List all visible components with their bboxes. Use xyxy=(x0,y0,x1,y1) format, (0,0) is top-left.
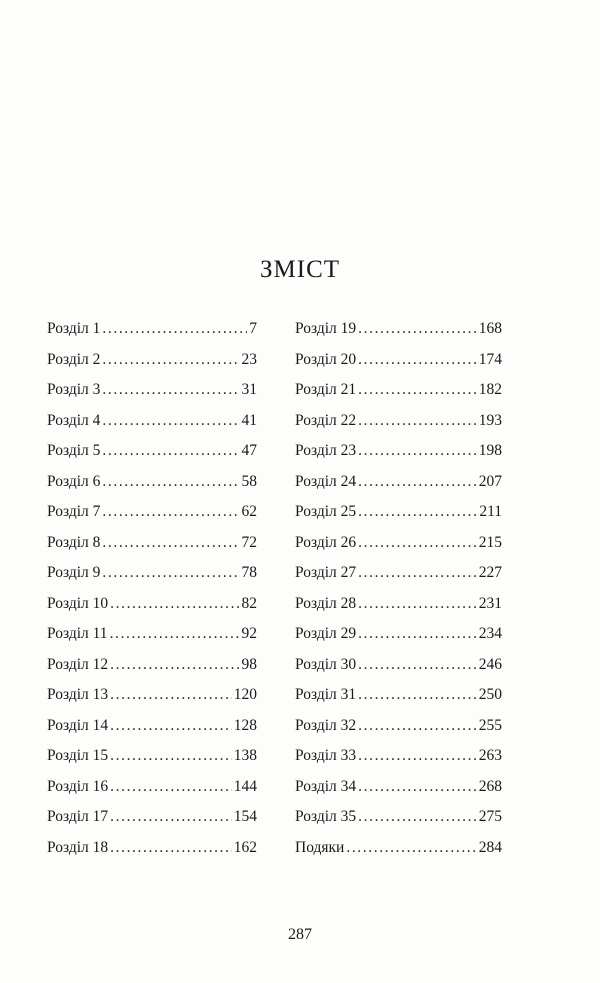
toc-entry xyxy=(295,467,502,498)
toc-entry xyxy=(47,406,257,437)
toc-entry-page: 168 xyxy=(478,320,502,337)
toc-leader-dots xyxy=(358,375,477,406)
toc-entry-page: 58 xyxy=(241,472,257,490)
toc-entry xyxy=(47,802,257,833)
toc-leader-dots xyxy=(358,528,477,559)
toc-entry-page: 154 xyxy=(233,808,257,825)
toc-leader-dots xyxy=(102,558,239,589)
toc-leader-dots xyxy=(110,711,232,742)
toc-entry-label: Розділ 16 xyxy=(47,777,109,795)
toc-entry xyxy=(47,650,257,681)
toc-entry-page: 246 xyxy=(478,655,502,673)
toc-entry-label: Розділ 19 xyxy=(295,320,357,337)
toc-leader-dots xyxy=(102,375,239,406)
toc-entry-page: 72 xyxy=(241,533,257,551)
toc-entry xyxy=(295,741,502,772)
toc-leader-dots xyxy=(358,650,477,681)
toc-entry-label: Розділ 7 xyxy=(47,503,101,520)
toc-entry xyxy=(295,558,502,589)
toc-leader-dots xyxy=(358,680,477,711)
toc-entry xyxy=(295,802,502,833)
toc-entry-label: Розділ 12 xyxy=(47,655,109,673)
toc-leader-dots xyxy=(102,314,247,345)
toc-entry xyxy=(47,436,257,467)
toc-leader-dots xyxy=(358,314,477,345)
page-title: ЗМІСТ xyxy=(259,256,341,283)
toc-leader-dots xyxy=(358,589,477,620)
toc-entry-label: Розділ 3 xyxy=(47,381,101,398)
toc-entry xyxy=(47,833,257,864)
toc-leader-dots xyxy=(110,741,232,772)
toc-entry-label: Розділ 32 xyxy=(295,716,357,734)
toc-leader-dots xyxy=(110,650,239,681)
toc-entry xyxy=(295,680,502,711)
toc-column-right xyxy=(295,314,502,863)
toc-entry xyxy=(295,711,502,742)
toc-entry xyxy=(295,406,502,437)
toc-entry-page: 128 xyxy=(233,716,257,734)
toc-entry-label: Розділ 33 xyxy=(295,747,357,764)
toc-entry xyxy=(47,375,257,406)
toc-entry-label: Подяки xyxy=(295,838,345,856)
toc-entry-label: Розділ 23 xyxy=(295,442,357,459)
toc-entry xyxy=(295,833,502,864)
toc-entry-label: Розділ 18 xyxy=(47,838,109,856)
toc-entry-label: Розділ 26 xyxy=(295,533,357,551)
toc-entry-label: Розділ 28 xyxy=(295,594,357,612)
toc-entry-page: 231 xyxy=(478,594,502,612)
toc-entry-page: 255 xyxy=(478,716,502,734)
toc-entry-page: 193 xyxy=(478,411,502,429)
toc-entry-page: 98 xyxy=(241,655,257,673)
toc-entry-label: Розділ 30 xyxy=(295,655,357,673)
toc-entry xyxy=(295,589,502,620)
toc-entry xyxy=(47,589,257,620)
toc-entry-page: 215 xyxy=(478,533,502,551)
toc-entry-label: Розділ 35 xyxy=(295,808,357,825)
toc-entry-label: Розділ 22 xyxy=(295,411,357,429)
toc-column-left xyxy=(47,314,257,863)
toc-entry-label: Розділ 11 xyxy=(47,625,108,642)
toc-leader-dots xyxy=(358,802,477,833)
toc-entry-page: 47 xyxy=(241,442,257,459)
toc-entry-label: Розділ 20 xyxy=(295,350,357,368)
toc-entry xyxy=(295,619,502,650)
toc-entry-page: 234 xyxy=(478,625,502,642)
toc-entry-page: 62 xyxy=(241,503,257,520)
toc-entry xyxy=(47,741,257,772)
toc-entry-label: Розділ 6 xyxy=(47,472,101,490)
toc-entry-page: 198 xyxy=(478,442,502,459)
toc-entry xyxy=(47,558,257,589)
page-number: 287 xyxy=(288,926,312,943)
toc-entry xyxy=(295,650,502,681)
toc-entry-page: 120 xyxy=(233,686,257,703)
toc-entry-page: 162 xyxy=(233,838,257,856)
toc-entry-label: Розділ 4 xyxy=(47,411,101,429)
toc-entry-page: 78 xyxy=(241,564,257,581)
toc-leader-dots xyxy=(358,772,477,803)
toc-entry xyxy=(47,314,257,345)
toc-entry-label: Розділ 1 xyxy=(47,320,101,337)
toc-entry-label: Розділ 29 xyxy=(295,625,357,642)
toc-entry-label: Розділ 27 xyxy=(295,564,357,581)
toc-leader-dots xyxy=(102,528,239,559)
toc-entry xyxy=(295,314,502,345)
toc-entry-page: 182 xyxy=(478,381,502,398)
toc-leader-dots xyxy=(110,772,232,803)
toc-entry-page: 7 xyxy=(249,320,257,337)
toc-entry-label: Розділ 2 xyxy=(47,350,101,368)
toc-entry-page: 275 xyxy=(478,808,502,825)
toc-leader-dots xyxy=(102,406,239,437)
toc-leader-dots xyxy=(358,558,477,589)
toc-leader-dots xyxy=(358,406,477,437)
toc-entry xyxy=(295,528,502,559)
toc-leader-dots xyxy=(110,833,232,864)
toc-entry xyxy=(295,772,502,803)
toc-entry-page: 268 xyxy=(478,777,502,795)
toc-entry xyxy=(295,497,502,528)
toc-entry-page: 138 xyxy=(233,747,257,764)
toc-leader-dots xyxy=(358,711,477,742)
toc-leader-dots xyxy=(102,436,239,467)
toc-entry xyxy=(47,619,257,650)
toc-entry-page: 207 xyxy=(478,472,502,490)
toc-leader-dots xyxy=(358,345,477,376)
toc-entry-label: Розділ 34 xyxy=(295,777,357,795)
toc-entry-page: 250 xyxy=(478,686,502,703)
toc-entry-label: Розділ 14 xyxy=(47,716,109,734)
toc-entry-label: Розділ 21 xyxy=(295,381,357,398)
toc-entry xyxy=(47,772,257,803)
toc-leader-dots xyxy=(346,833,476,864)
toc-entry-label: Розділ 10 xyxy=(47,594,109,612)
toc-entry-label: Розділ 31 xyxy=(295,686,357,703)
toc-entry-label: Розділ 9 xyxy=(47,564,101,581)
toc-leader-dots xyxy=(110,589,239,620)
toc-leader-dots xyxy=(110,619,240,650)
toc-entry-page: 174 xyxy=(478,350,502,368)
toc-entry xyxy=(295,375,502,406)
toc-entry-label: Розділ 15 xyxy=(47,747,109,764)
toc-entry-page: 82 xyxy=(241,594,257,612)
toc-entry-label: Розділ 13 xyxy=(47,686,109,703)
toc-entry xyxy=(295,436,502,467)
toc-entry-page: 41 xyxy=(241,411,257,429)
toc-entry-page: 23 xyxy=(241,350,257,368)
toc-entry-page: 284 xyxy=(478,838,502,856)
toc-entry-page: 31 xyxy=(241,381,257,398)
toc-leader-dots xyxy=(358,436,477,467)
toc-entry-page: 211 xyxy=(479,503,502,520)
toc-entry-label: Розділ 5 xyxy=(47,442,101,459)
toc-leader-dots xyxy=(102,467,239,498)
toc-entry xyxy=(47,497,257,528)
toc-entry xyxy=(47,528,257,559)
toc-entry xyxy=(47,711,257,742)
toc-leader-dots xyxy=(358,467,477,498)
toc-entry-label: Розділ 24 xyxy=(295,472,357,490)
toc-entry-page: 92 xyxy=(241,625,257,642)
toc-entry-page: 144 xyxy=(233,777,257,795)
toc-leader-dots xyxy=(358,619,477,650)
toc-entry-label: Розділ 17 xyxy=(47,808,109,825)
toc-leader-dots xyxy=(358,741,477,772)
toc-entry xyxy=(295,345,502,376)
toc-entry-page: 227 xyxy=(478,564,502,581)
toc-entry xyxy=(47,345,257,376)
toc-entry xyxy=(47,467,257,498)
toc-leader-dots xyxy=(358,497,477,528)
toc-leader-dots xyxy=(102,497,239,528)
toc-leader-dots xyxy=(110,802,232,833)
toc-leader-dots xyxy=(102,345,239,376)
toc-entry-page: 263 xyxy=(478,747,502,764)
toc-entry-label: Розділ 25 xyxy=(295,503,357,520)
toc-entry-label: Розділ 8 xyxy=(47,533,101,551)
toc-leader-dots xyxy=(110,680,232,711)
toc-entry xyxy=(47,680,257,711)
